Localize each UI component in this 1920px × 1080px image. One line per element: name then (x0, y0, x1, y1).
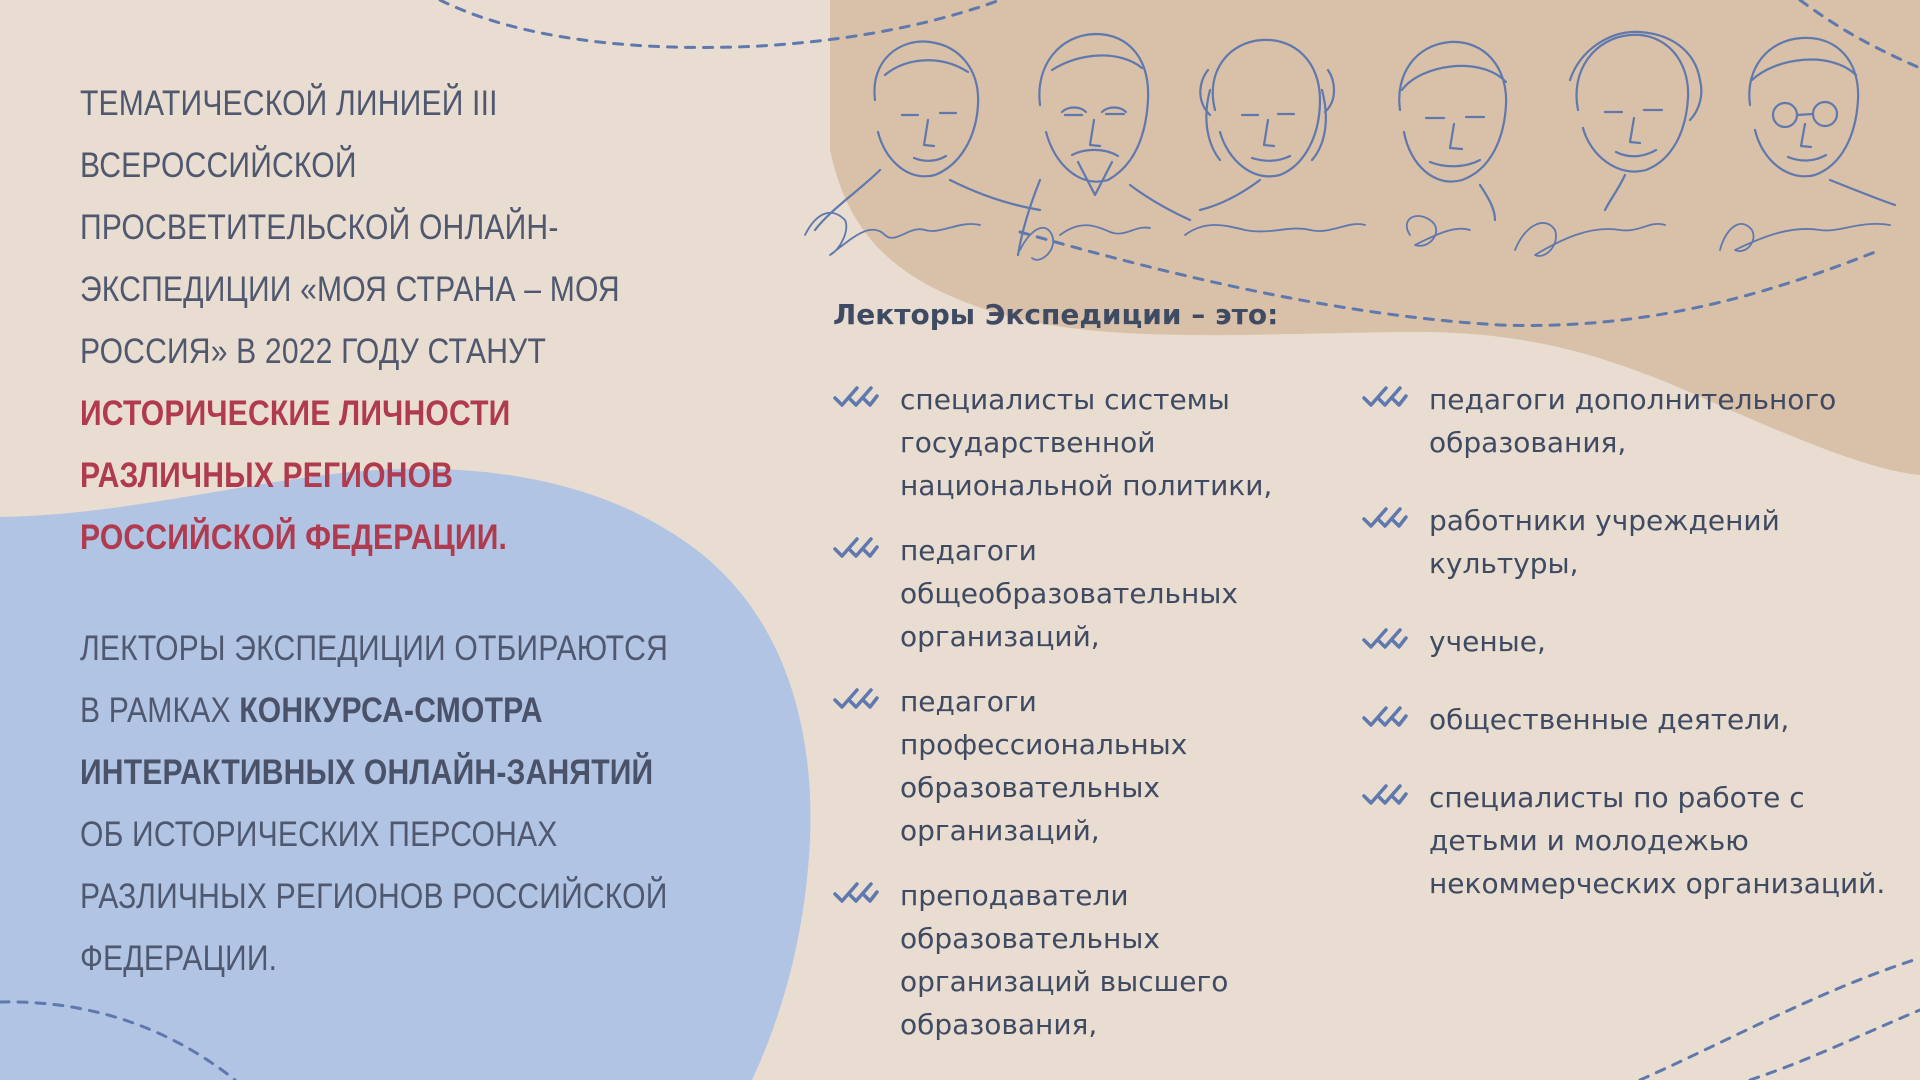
selection-part-2: В РАМКАХ (80, 691, 240, 730)
selection-part-1: ЛЕКТОРЫ ЭКСПЕДИЦИИ ОТБИРАЮТСЯ (80, 629, 668, 668)
dashed-line-bottom-right-2 (1750, 1010, 1920, 1080)
list-item-text: педагоги профессиональных образовательных организаций, (900, 685, 1188, 847)
double-check-icon (1362, 782, 1408, 808)
list-item-text: специалисты по работе с детьми и молодежью некоммерческих организаций. (1429, 781, 1886, 900)
signatures-strokes (805, 213, 1890, 260)
double-check-icon (833, 880, 879, 906)
double-check-icon (1362, 704, 1408, 730)
double-check-icon (1362, 505, 1408, 531)
portrait-sixth (1749, 38, 1895, 205)
selection-highlight-2: ИНТЕРАКТИВНЫХ ОНЛАЙН-ЗАНЯТИЙ (80, 753, 654, 792)
double-check-icon (833, 686, 879, 712)
intro-highlight-3: РОССИЙСКОЙ ФЕДЕРАЦИИ. (80, 518, 508, 557)
portraits-illustration (790, 20, 1900, 310)
list-item-text: педагоги общеобразовательных организаций, (900, 534, 1238, 653)
dashed-line-bottom-right (1640, 958, 1920, 1080)
lecturers-list-column-2 (1362, 378, 1902, 940)
list-item-text: ученые, (1429, 625, 1546, 658)
list-item-text: специалисты системы государственной национальной политики, (900, 383, 1273, 502)
double-check-icon (833, 535, 879, 561)
lecturers-list-column-1 (833, 378, 1303, 1068)
selection-highlight-1: КОНКУРСА-СМОТРА (239, 691, 543, 730)
list-item (1362, 499, 1902, 585)
list-item-text: преподаватели образовательных организаций высшего образования, (900, 879, 1229, 1041)
selection-paragraph (80, 618, 682, 990)
double-check-icon (1362, 626, 1408, 652)
list-item (1362, 620, 1902, 663)
double-check-icon (833, 384, 879, 410)
list-item-text: педагоги дополнительного образования, (1429, 383, 1837, 459)
intro-highlight-2: РАЗЛИЧНЫХ РЕГИОНОВ (80, 456, 454, 495)
list-item-text: работники учреждений культуры, (1429, 504, 1780, 580)
selection-part-3: ОБ ИСТОРИЧЕСКИХ ПЕРСОНАХ РАЗЛИЧНЫХ РЕГИОНОВ РОССИЙСКОЙ ФЕДЕРАЦИИ. (80, 815, 668, 978)
portrait-gagarin (815, 42, 1040, 230)
portrait-lomonosov (1200, 40, 1334, 210)
lecturers-title: Лекторы Экспедиции – это: (833, 298, 1279, 331)
list-item (833, 378, 1303, 507)
intro-paragraph (80, 73, 682, 569)
list-item (1362, 378, 1902, 464)
list-item (1362, 698, 1902, 741)
list-item-text: общественные деятели, (1429, 703, 1790, 736)
list-item (833, 529, 1303, 658)
list-item (833, 680, 1303, 852)
portrait-fourth (1399, 42, 1506, 220)
intro-lead: ТЕМАТИЧЕСКОЙ ЛИНИЕЙ III ВСЕРОССИЙСКОЙ ПРОСВЕТИТЕЛЬСКОЙ ОНЛАЙН-ЭКСПЕДИЦИИ «МОЯ СТРАНА – МОЯ РОССИЯ» В 2022 ГОДУ СТАНУТ (80, 84, 620, 371)
intro-highlight-1: ИСТОРИЧЕСКИЕ ЛИЧНОСТИ (80, 394, 511, 433)
list-item (1362, 776, 1902, 905)
double-check-icon (1362, 384, 1408, 410)
list-item (833, 874, 1303, 1046)
portrait-chekhov (1018, 34, 1190, 255)
portrait-fifth (1570, 32, 1701, 210)
